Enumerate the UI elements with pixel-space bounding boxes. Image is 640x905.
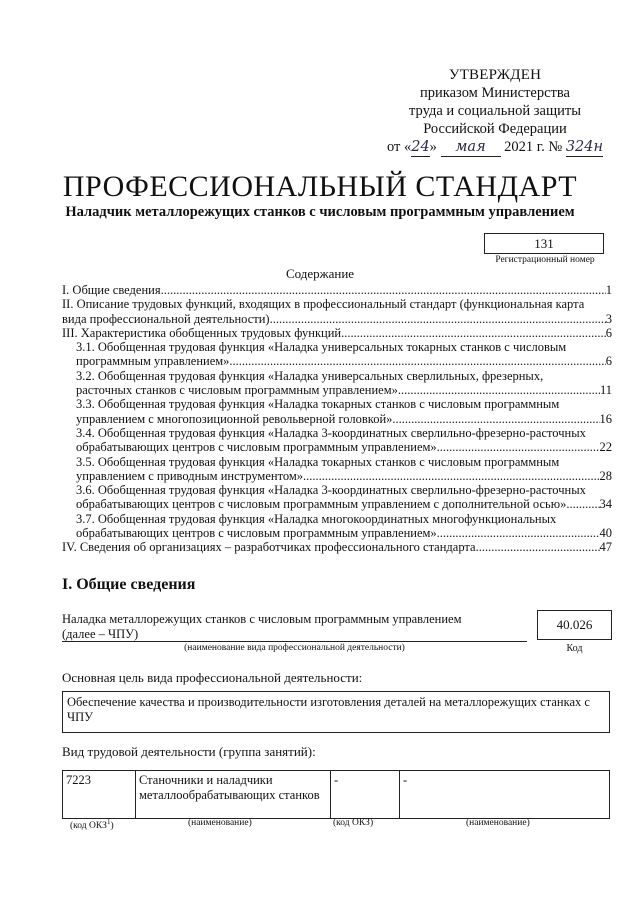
registration-label: Регистрационный номер	[495, 255, 595, 265]
toc-entry[interactable]: обрабатывающих центров с числовым программным управлением» ..... 40	[76, 526, 612, 540]
activity-group-label: Вид трудовой деятельности (группа занятий):	[62, 744, 316, 759]
toc-entry[interactable]: расточных станков с числовым программным управлением» ..... 11	[76, 383, 612, 397]
okz-code-cell-2: -	[331, 771, 400, 819]
toc-entry-line: 3.1. Обобщенная трудовая функция «Наладка универсальных токарных станков с числовым	[76, 340, 567, 355]
approval-date-line	[380, 138, 610, 157]
table-of-contents	[62, 283, 612, 555]
okz-table	[62, 770, 610, 819]
registration-number: 131	[484, 233, 604, 254]
goal-text: Обеспечение качества и производительности изготовления деталей на металлорежущих станках с ЧПУ	[62, 691, 610, 733]
okz-name-cell: Станочники и наладчики металлообрабатывающих станков	[136, 771, 331, 819]
okz-code-cell: 7223	[63, 771, 136, 819]
activity-code: 40.026	[537, 610, 612, 640]
approval-line-ministry: приказом Министерства	[420, 85, 570, 101]
toc-entry[interactable]: III. Характеристика обобщенных трудовых функций ..... 6	[62, 326, 612, 340]
toc-title: Содержание	[285, 266, 355, 281]
approval-line-labor: труда и социальной защиты	[409, 103, 581, 119]
approval-block	[380, 66, 610, 157]
activity-code-caption: Код	[566, 643, 583, 654]
toc-entry-line: II. Описание трудовых функций, входящих в профессиональный стандарт (функциональная карта	[62, 297, 585, 312]
okz-name-caption: (наименование)	[188, 818, 252, 828]
date-prefix: от «	[386, 139, 412, 155]
activity-kind-underline	[62, 641, 527, 642]
toc-entry[interactable]: программным управлением» ..... 6	[76, 354, 612, 368]
toc-entry[interactable]: IV. Сведения об организациях – разработчиках профессионального стандарта ..... 47	[62, 540, 612, 554]
approval-line-country: Российской Федерации	[423, 121, 567, 137]
okz-code-caption: (код ОКЗ$^1$)	[70, 818, 114, 832]
toc-entry-line: 3.4. Обобщенная трудовая функция «Наладка 3-координатных сверлильно-фрезерно-расточных	[76, 425, 586, 440]
order-number: 324н	[565, 139, 604, 155]
section-heading: I. Общие сведения	[62, 576, 196, 593]
date-mid: »	[429, 139, 437, 155]
toc-entry[interactable]: обрабатывающих центров с числовым программным управлением» ..... 22	[76, 440, 612, 454]
table-row	[63, 771, 610, 819]
toc-entry-line: 3.3. Обобщенная трудовая функция «Наладка токарных станков с числовым программным	[76, 397, 560, 412]
okz-code-caption-2: (код ОКЗ)	[333, 818, 374, 828]
date-suffix: 2021 г. №	[504, 139, 563, 155]
toc-entry[interactable]: I. Общие сведения ..... 1	[62, 283, 612, 297]
goal-label: Основная цель вида профессиональной деятельности:	[62, 670, 363, 685]
date-month: мая	[441, 138, 501, 157]
approval-heading: УТВЕРЖДЕН	[448, 67, 542, 83]
document-title: ПРОФЕССИОНАЛЬНЫЙ СТАНДАРТ	[62, 170, 578, 203]
activity-kind-caption: (наименование вида профессиональной деятельности)	[184, 643, 405, 653]
okz-name-caption-2: (наименование)	[466, 818, 530, 828]
toc-entry-line: 3.7. Обобщенная трудовая функция «Наладка многокоординатных многофункциональных	[76, 511, 557, 526]
toc-entry-line: 3.2. Обобщенная трудовая функция «Наладка универсальных сверлильных, фрезерных,	[76, 368, 544, 383]
activity-kind: Наладка металлорежущих станков с числовым программным управлением (далее – ЧПУ)	[62, 612, 462, 641]
toc-entry-line: 3.5. Обобщенная трудовая функция «Наладка токарных станков с числовым программным	[76, 454, 560, 469]
toc-entry[interactable]: обрабатывающих центров с числовым программным управлением с дополнительной осью» ..... 34	[76, 497, 612, 511]
document-subtitle: Наладчик металлорежущих станков с числовым программным управлением	[65, 204, 575, 220]
toc-entry[interactable]: вида профессиональной деятельности) ..... 3	[62, 312, 612, 326]
toc-entry[interactable]: управлением с приводным инструментом» ..... 28	[76, 469, 612, 483]
date-day: 24	[411, 139, 430, 155]
toc-entry[interactable]: управлением с многопозиционной револьверной головкой» ..... 16	[76, 412, 612, 426]
okz-name-cell-2: -	[400, 771, 610, 819]
toc-entry-line: 3.6. Обобщенная трудовая функция «Наладка 3-координатных сверлильно-фрезерно-расточных	[76, 483, 586, 498]
